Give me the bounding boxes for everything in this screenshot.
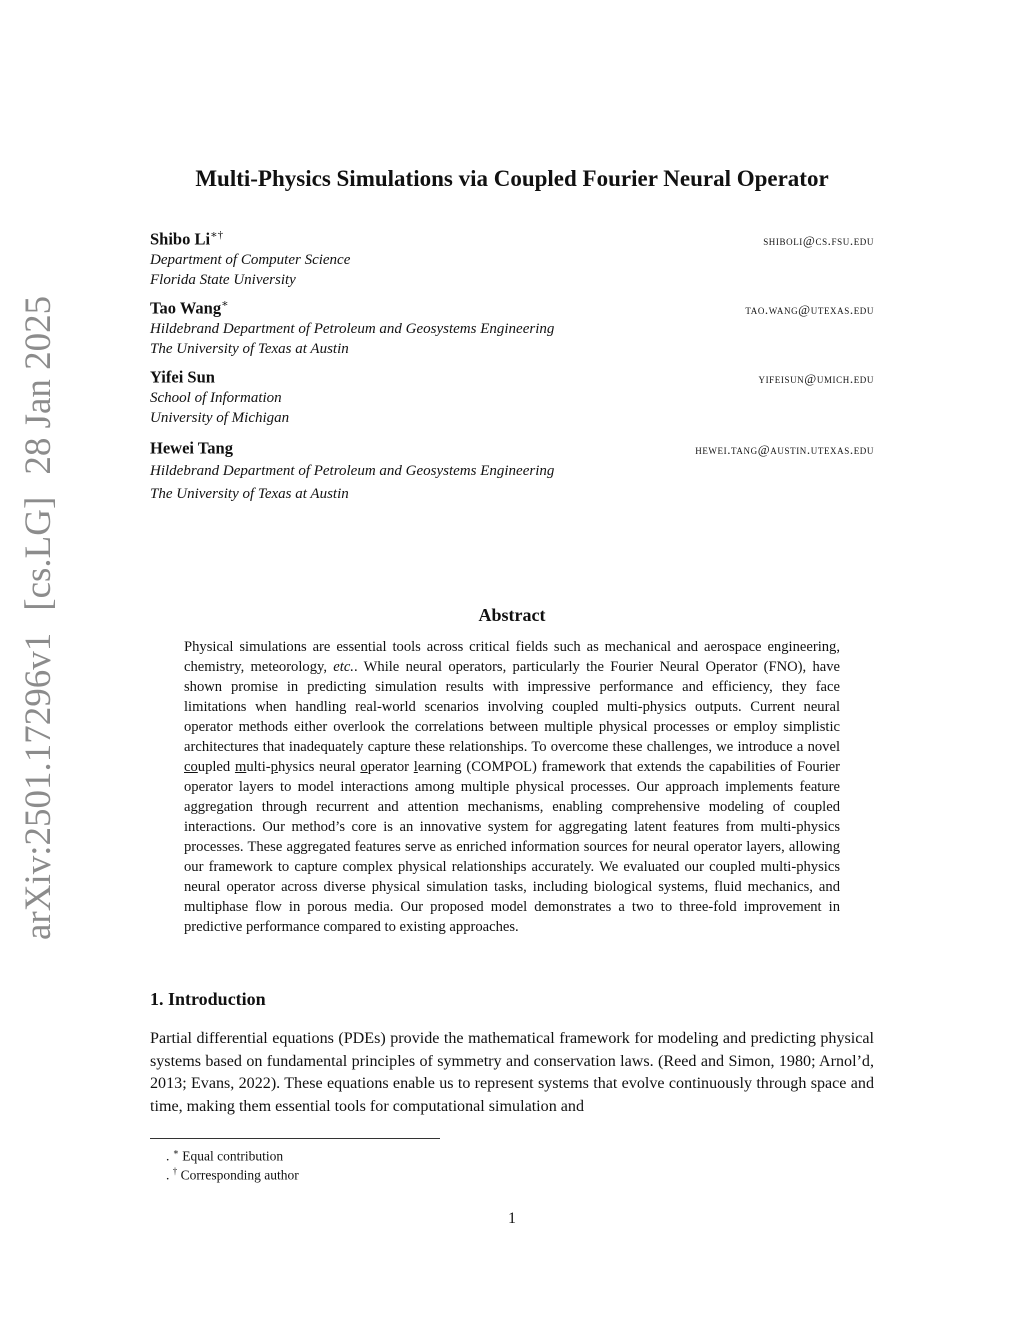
- author-affiliation-line: Hildebrand Department of Petroleum and Geosystems Engineering: [150, 320, 555, 337]
- author-block: [150, 228, 874, 290]
- arxiv-category: [cs.LG]: [18, 496, 59, 611]
- footnote: . ∗ Equal contribution: [166, 1147, 284, 1164]
- author-affiliation-line: University of Michigan: [150, 409, 290, 426]
- author-name: Hewei Tang: [150, 438, 233, 458]
- author-name: Tao Wang∗: [150, 298, 229, 318]
- author-affiliation-line: School of Information: [150, 389, 282, 406]
- author-marks: ∗: [221, 298, 229, 310]
- author-email: yifeisun@umich.edu: [758, 370, 874, 386]
- paper-title: Multi-Physics Simulations via Coupled Fourier Neural Operator: [195, 166, 829, 191]
- author-email: hewei.tang@austin.utexas.edu: [695, 441, 874, 457]
- author-email: tao.wang@utexas.edu: [745, 301, 874, 317]
- abstract-text: Physical simulations are essential tools across critical fields such as mechanical and aerospace engineering, chemistry, meteorology, etc.. While neural operators, particularly the Fourier Neural Operator (FNO), have shown promise in predicting simulation results with impressive performance and efficiency, they face limitations when handling real-world scenarios involving coupled multi-physics outputs. Current neural operator methods either overlook the correlations between multiple physical processes or employ simplistic architectures that inadequately capture these relationships. To overcome these challenges, we introduce a novel coupled multi-physics neural operator learning (COMPOL) framework that extends the capabilities of Fourier operator layers to model interactions among multiple physical processes. Our approach implements feature aggregation through recurrent and attention mechanisms, enabling comprehensive modeling of coupled interactions. Our method’s core is an innovative system for aggregating latent features from multi-physics processes. These aggregated features serve as enriched information sources for neural operator layers, allowing our framework to capture complex physical relationships accurately. We evaluated our coupled multi-physics neural operator across diverse physical simulation tasks, including biological systems, fluid mechanics, and multiphase flow in porous media. Our proposed model demonstrates a two to three-fold improvement in predictive performance compared to existing approaches.: [184, 639, 840, 935]
- author-email: shiboli@cs.fsu.edu: [763, 232, 874, 248]
- author-affiliation-line: The University of Texas at Austin: [150, 485, 349, 502]
- footnote-divider: [150, 1138, 440, 1139]
- abstract-etc: etc.: [333, 659, 354, 675]
- author-block: [150, 367, 874, 428]
- page-number: 1: [508, 1210, 516, 1227]
- section-heading-introduction: 1. Introduction: [150, 989, 266, 1009]
- author-affiliation-line: Hildebrand Department of Petroleum and Geosystems Engineering: [150, 462, 555, 479]
- author-affiliation-line: The University of Texas at Austin: [150, 340, 349, 357]
- author-marks: ∗†: [210, 229, 224, 241]
- author-affiliation-line: Florida State University: [150, 271, 296, 288]
- author-name: Yifei Sun: [150, 367, 215, 387]
- arxiv-date: 28 Jan 2025: [18, 295, 59, 475]
- arxiv-identifier-stamp: [12, 295, 66, 940]
- author-block: [150, 438, 874, 504]
- abstract-heading: Abstract: [478, 605, 546, 625]
- author-name: Shibo Li∗†: [150, 229, 224, 249]
- arxiv-id: arXiv:2501.17296v1: [18, 632, 59, 940]
- footnote: . † Corresponding author: [166, 1166, 299, 1183]
- author-block: [150, 297, 874, 359]
- author-affiliation-line: Department of Computer Science: [150, 251, 351, 268]
- introduction-paragraph: Partial differential equations (PDEs) provide the mathematical framework for modeling and predicting physical systems based on fundamental principles of symmetry and conservation laws. (Reed and Simon, 1980; Arnol’d, 2013; Evans, 2022). These equations enable us to represent systems that evolve continuously through space and time, making them essential tools for computational simulation and: [150, 1030, 874, 1115]
